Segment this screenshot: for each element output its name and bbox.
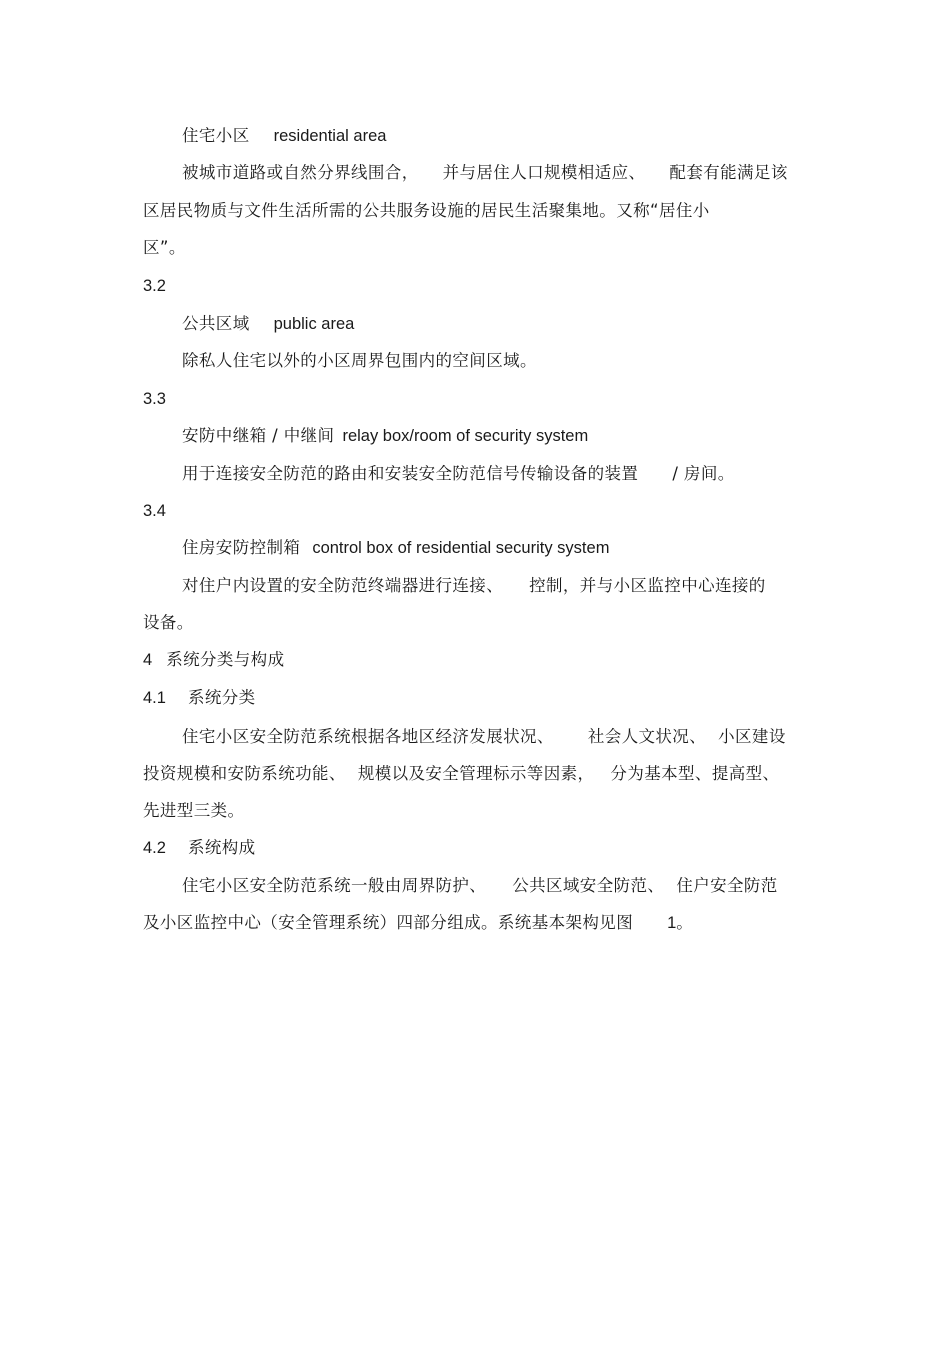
- term-zh: 住宅小区: [182, 126, 250, 145]
- text-segment: 住户安全防范: [676, 876, 778, 895]
- text-segment: 住宅小区安全防范系统一般由周界防护、: [182, 876, 487, 895]
- section-heading: [143, 837, 256, 859]
- definition-line: [182, 575, 766, 597]
- text-segment: 并与居住人口规模相适应、: [442, 163, 646, 182]
- paragraph-line: [143, 912, 693, 934]
- text-segment: 住宅小区安全防范系统根据各地区经济发展状况、: [182, 727, 554, 746]
- text-segment: 投资规模和安防系统功能、: [143, 764, 346, 783]
- chapter-number: 4: [143, 651, 153, 669]
- definition-line: 区”。: [143, 238, 186, 257]
- chapter-heading: [143, 649, 285, 671]
- term-en: relay box/room of security system: [342, 427, 589, 445]
- section-number: 3.2: [143, 277, 166, 295]
- term-zh: 公共区域: [182, 314, 250, 333]
- term-relay-box: [182, 425, 588, 447]
- definition-line: [182, 162, 788, 184]
- text-segment: 1。: [667, 914, 693, 932]
- section-title: 系统分类: [187, 688, 256, 707]
- term-en: residential area: [273, 127, 387, 145]
- text-segment: 规模以及安全管理标示等因素，: [357, 764, 595, 783]
- text-segment: 对住户内设置的安全防范终端器进行连接、: [182, 576, 504, 595]
- definition-line: 区居民物质与文件生活所需的公共服务设施的居民生活聚集地。又称“居住小: [143, 201, 710, 220]
- section-heading: [143, 687, 256, 709]
- term-residential-area: [182, 125, 386, 147]
- section-number: 3.3: [143, 390, 166, 408]
- definition-line: [182, 463, 735, 485]
- section-number: 3.4: [143, 502, 166, 520]
- text-segment: / 房间。: [672, 464, 735, 483]
- definition-line: 除私人住宅以外的小区周界包围内的空间区域。: [182, 351, 537, 370]
- definition-line: 设备。: [143, 613, 194, 632]
- term-public-area: [182, 313, 354, 335]
- term-en: control box of residential security system: [312, 539, 610, 557]
- text-segment: 及小区监控中心（安全管理系统）四部分组成。系统基本架构见图: [143, 913, 634, 932]
- term-zh: 住房安防控制箱: [182, 538, 301, 557]
- paragraph-line: [182, 875, 778, 897]
- section-number: 4.1: [143, 689, 166, 707]
- text-segment: 用于连接安全防范的路由和安装安全防范信号传输设备的装置: [182, 464, 639, 483]
- text-segment: 配套有能满足该: [669, 163, 788, 182]
- text-segment: 社会人文状况、: [587, 727, 707, 746]
- term-en: public area: [273, 315, 355, 333]
- text-segment: 分为基本型、提高型、: [610, 764, 780, 783]
- text-segment: 被城市道路或自然分界线围合，: [182, 163, 419, 182]
- term-zh: 安防中继箱 / 中继间: [182, 426, 335, 445]
- paragraph-line: 先进型三类。: [143, 801, 245, 820]
- text-segment: 控制，并与小区监控中心连接的: [529, 576, 766, 595]
- term-control-box: [182, 537, 609, 559]
- section-title: 系统构成: [187, 838, 256, 857]
- paragraph-line: [143, 763, 779, 785]
- paragraph-line: [182, 726, 786, 748]
- text-segment: 小区建设: [718, 727, 786, 746]
- text-segment: 公共区域安全防范、: [512, 876, 665, 895]
- section-number: 4.2: [143, 839, 166, 857]
- chapter-title: 系统分类与构成: [166, 650, 285, 669]
